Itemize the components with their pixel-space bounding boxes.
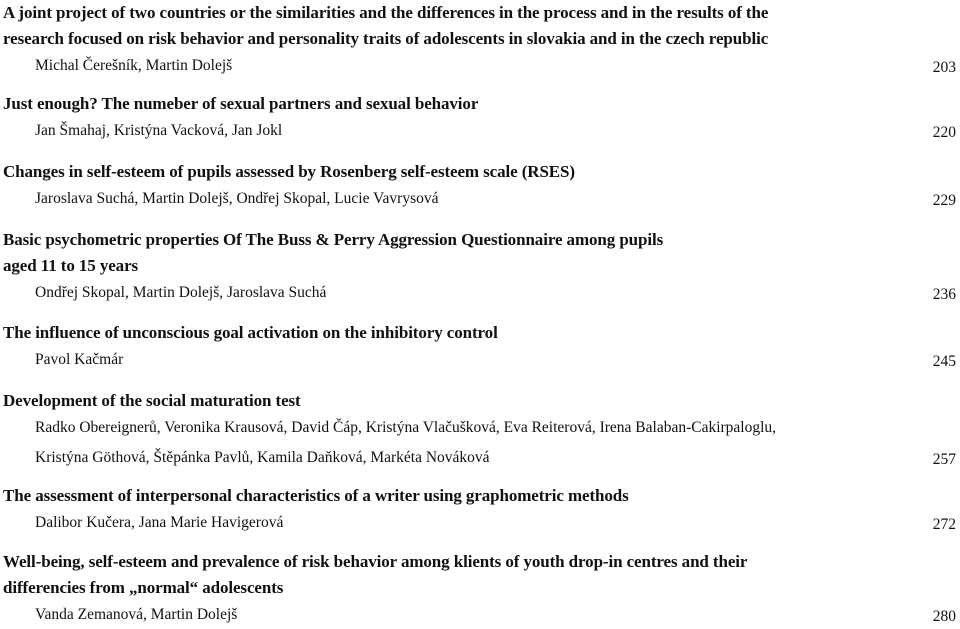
entry-title-line: research focused on risk behavior and personality traits of adolescents in slovakia and in the czech republic xyxy=(3,29,769,48)
entry-authors: Dalibor Kučera, Jana Marie Havigerová xyxy=(35,514,284,531)
entry-authors: Jan Šmahaj, Kristýna Vacková, Jan Jokl xyxy=(35,122,283,139)
toc-entry xyxy=(0,549,960,627)
entry-authors-first-line: Radko Obereignerů, Veronika Krausová, David Čáp, Kristýna Vlačušková, Eva Reiterová, Irena Balaban-Cakirpaloglu, xyxy=(35,419,777,436)
toc-entry xyxy=(0,320,960,372)
entry-authors: Jaroslava Suchá, Martin Dolejš, Ondřej Skopal, Lucie Vavrysová xyxy=(35,190,439,207)
entry-page-number: 229 xyxy=(932,192,956,209)
toc-entry xyxy=(0,91,960,143)
toc-entry xyxy=(0,388,960,470)
entry-title-line: differencies from „normal“ adolescents xyxy=(3,578,284,597)
entry-author-row xyxy=(0,509,960,535)
entry-title-line: Well-being, self-esteem and prevalence of risk behavior among klients of youth drop-in centres and their xyxy=(3,552,748,571)
entry-author-row xyxy=(0,117,960,143)
entry-title-line: The assessment of interpersonal characteristics of a writer using graphometric methods xyxy=(3,486,629,505)
entry-authors: Pavol Kačmár xyxy=(35,351,124,368)
entry-author-row xyxy=(0,346,960,372)
entry-title-line: Development of the social maturation test xyxy=(3,391,301,410)
entry-title-line: A joint project of two countries or the similarities and the differences in the process and in the results of the xyxy=(3,3,769,22)
entry-authors-line xyxy=(0,414,960,444)
entry-title-line: aged 11 to 15 years xyxy=(3,256,139,275)
entry-author-row xyxy=(0,279,960,305)
entry-title-line: Changes in self-esteem of pupils assessed by Rosenberg self-esteem scale (RSES) xyxy=(3,162,575,181)
entry-author-row xyxy=(0,601,960,627)
toc-entry xyxy=(0,227,960,305)
entry-authors: Vanda Zemanová, Martin Dolejš xyxy=(35,606,238,623)
entry-authors: Ondřej Skopal, Martin Dolejš, Jaroslava Suchá xyxy=(35,284,327,301)
entry-title-line: The influence of unconscious goal activation on the inhibitory control xyxy=(3,323,498,342)
toc-entry xyxy=(0,159,960,211)
entry-page-number: 245 xyxy=(932,353,956,370)
entry-title-line: Basic psychometric properties Of The Buss & Perry Aggression Questionnaire among pupils xyxy=(3,230,664,249)
toc-entry xyxy=(0,0,960,78)
entry-author-row xyxy=(0,185,960,211)
entry-authors: Michal Čerešník, Martin Dolejš xyxy=(35,57,233,74)
entry-page-number: 272 xyxy=(932,516,956,533)
entry-author-row xyxy=(0,444,960,470)
toc-entry xyxy=(0,483,960,535)
entry-page-number: 280 xyxy=(932,608,956,625)
entry-authors: Kristýna Göthová, Štěpánka Pavlů, Kamila Daňková, Markéta Nováková xyxy=(35,449,490,466)
entry-page-number: 257 xyxy=(932,451,956,468)
entry-page-number: 203 xyxy=(932,59,956,76)
entry-page-number: 220 xyxy=(932,124,956,141)
entry-title-line: Just enough? The numeber of sexual partners and sexual behavior xyxy=(3,94,479,113)
entry-page-number: 236 xyxy=(932,286,956,303)
entry-author-row xyxy=(0,52,960,78)
